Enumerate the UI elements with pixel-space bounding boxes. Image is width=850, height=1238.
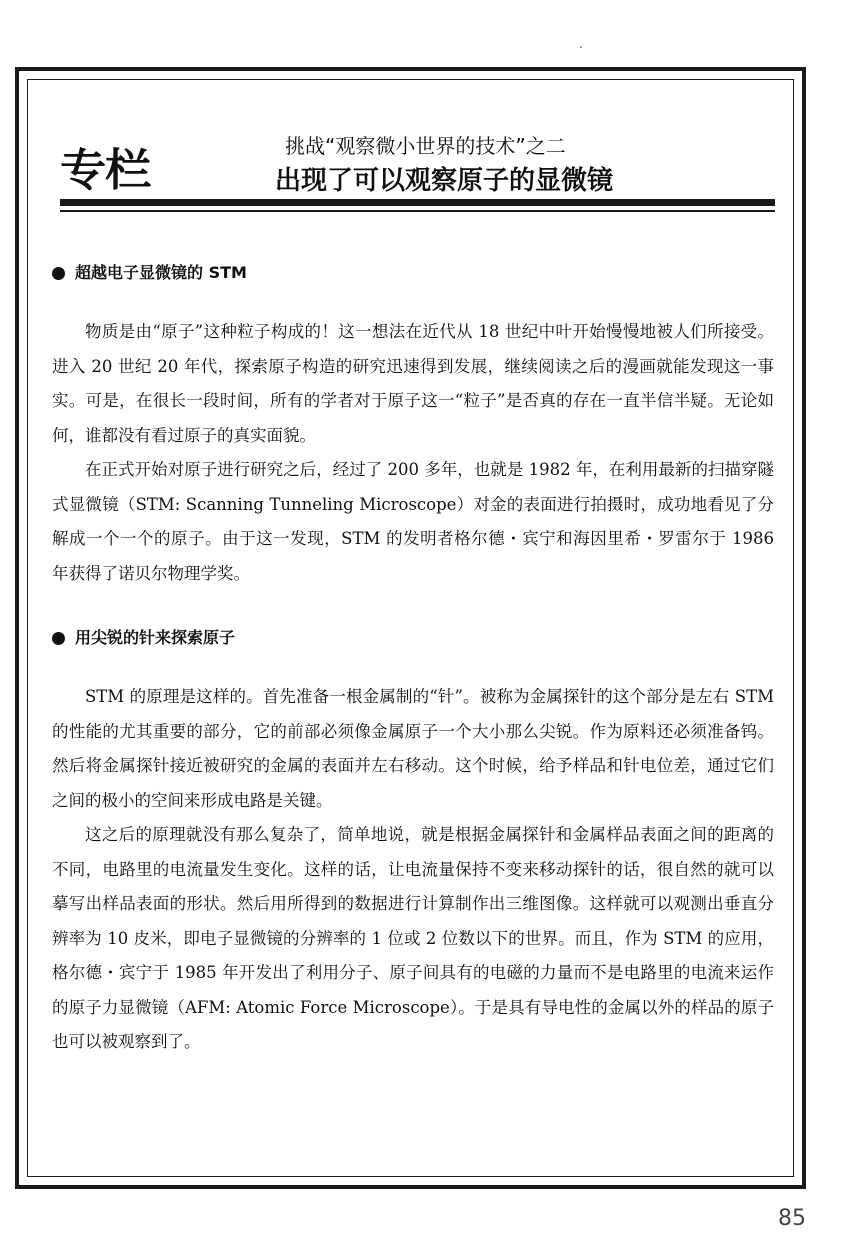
section-heading-text: 用尖锐的针来探索原子 bbox=[75, 628, 236, 647]
paragraph-stm-discovery: 在正式开始对原子进行研究之后，经过了 200 多年，也就是 1982 年，在利用最新的扫描穿隧式显微镜（STM: Scanning Tunneling Microscope）对金的表面进行拍摄时，成功地看见了分解成一个一个的原子。由于这一发现，STM 的发明者格尔德・宾宁和海因里希・罗雷尔于 1986 年获得了诺贝尔物理学奖。 bbox=[52, 460, 774, 583]
bullet-icon bbox=[52, 632, 65, 645]
paragraph-stm-imaging: 这之后的原理就没有那么复杂了，简单地说，就是根据金属探针和金属样品表面之间的距离的不同，电路里的电流量发生变化。这样的话，让电流量保持不变来移动探针的话，很自然的就可以摹写出样品表面的形状。然后用所得到的数据进行计算制作出三维图像。这样就可以观测出垂直分辨率为 10 皮米，即电子显微镜的分辨率的 1 位或 2 位数以下的世界。而且，作为 STM 的应用，格尔德・宾宁于 1985 年开发出了利用分子、原子间具有的电磁的力量而不是电路里的电流来运作的原子力显微镜（AFM: Atomic Force Microscope）。于是具有导电性的金属以外的样品的原子也可以被观察到了。 bbox=[52, 825, 774, 1051]
column-subtitle: 挑战“观察微小世界的技术”之二 bbox=[285, 134, 566, 158]
header-rule-thick bbox=[60, 199, 775, 206]
paper-speck bbox=[580, 46, 582, 48]
section-heading-text: 超越电子显微镜的 STM bbox=[75, 263, 247, 282]
column-label: 专栏 bbox=[60, 145, 151, 196]
paragraph-stm-principle: STM 的原理是这样的。首先准备一根金属制的“针”。被称为金属探针的这个部分是左右 STM 的性能的尤其重要的部分，它的前部必须像金属原子一个大小那么尖锐。作为原料还必须准备钨。然后将金属探针接近被研究的金属的表面并左右移动。这个时候，给予样品和针电位差，通过它们之间的极小的空间来形成电路是关键。 bbox=[52, 687, 774, 810]
section-heading-stm bbox=[52, 262, 247, 284]
bullet-icon bbox=[52, 267, 65, 280]
column-title: 出现了可以观察原子的显微镜 bbox=[275, 166, 614, 196]
paragraph-atoms-history: 物质是由“原子”这种粒子构成的！这一想法在近代从 18 世纪中叶开始慢慢地被人们所接受。进入 20 世纪 20 年代，探索原子构造的研究迅速得到发展，继续阅读之后的漫画就能发现这一事实。可是，在很长一段时间，所有的学者对于原子这一“粒子”是否真的存在一直半信半疑。无论如何，谁都没有看过原子的真实面貌。 bbox=[52, 322, 774, 445]
column-header bbox=[60, 128, 775, 208]
header-rule-thin bbox=[60, 210, 775, 212]
section-heading-needle bbox=[52, 627, 235, 649]
page-number: 85 bbox=[778, 1206, 806, 1231]
